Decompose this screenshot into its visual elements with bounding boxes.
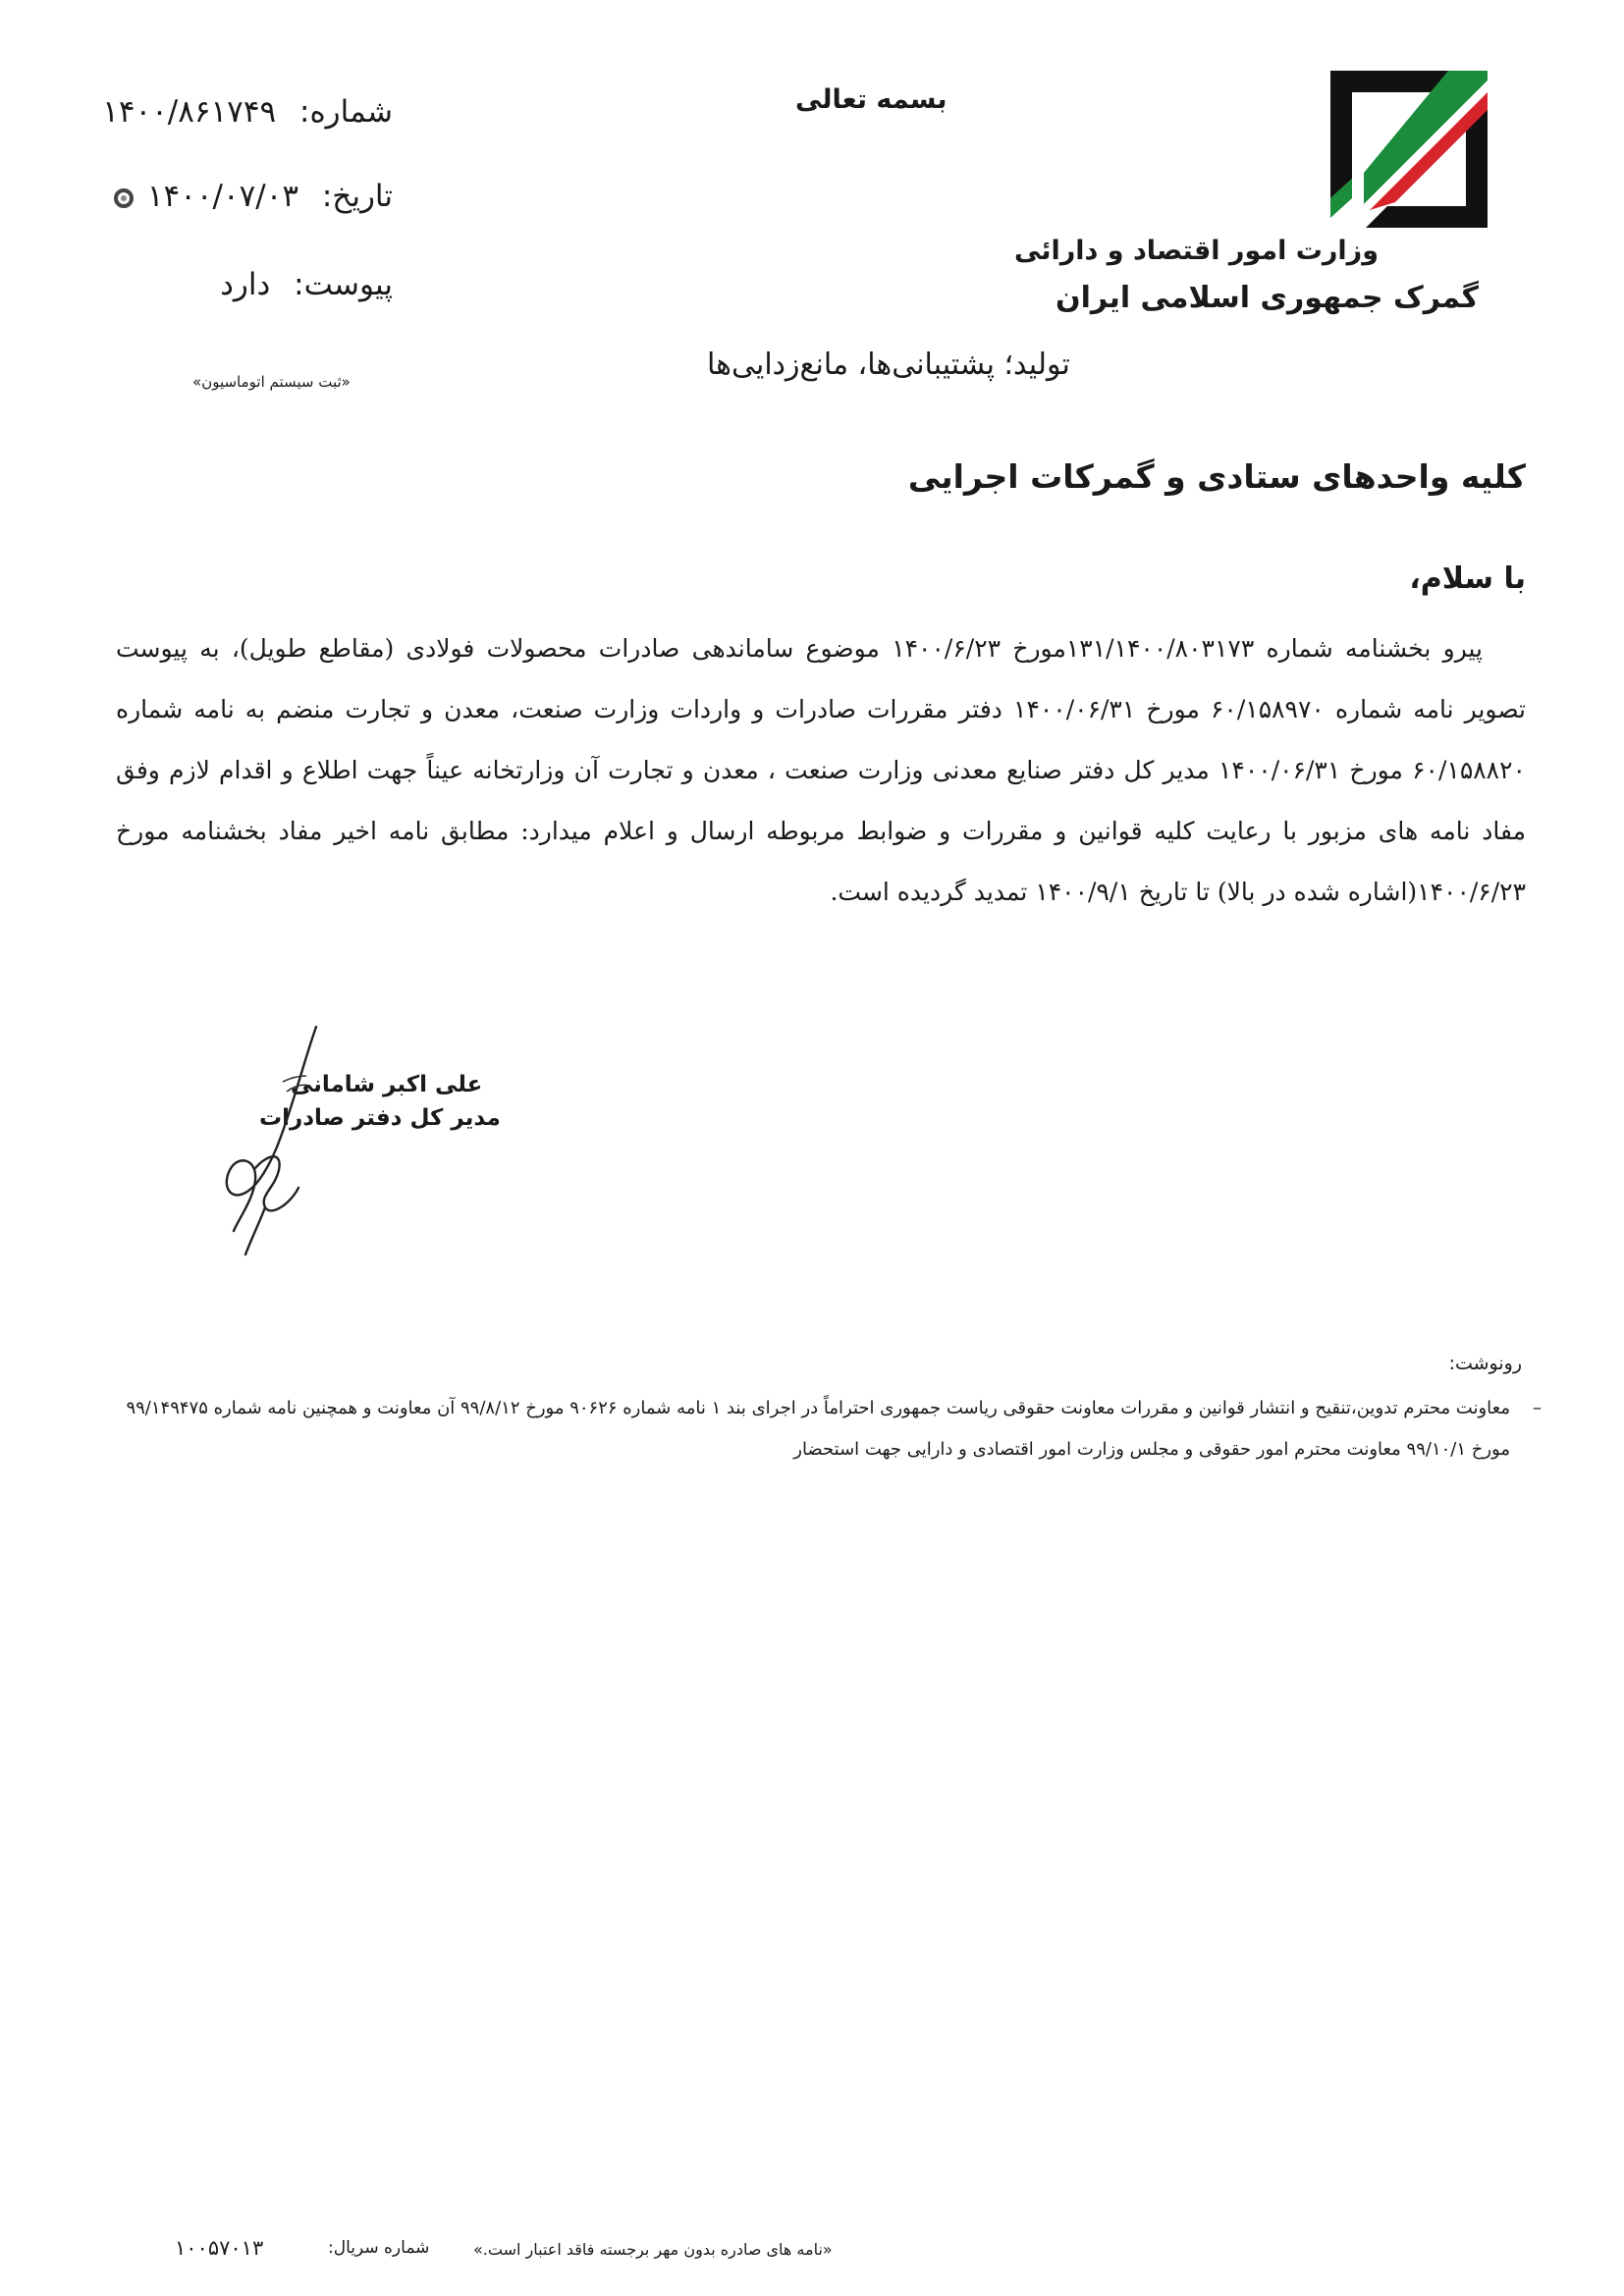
cc-dash: –	[1533, 1398, 1542, 1418]
customs-logo	[1330, 71, 1488, 228]
footer-validity-note: «نامه های صادره بدون مهر برجسته فاقد اعتبار است.»	[473, 2240, 833, 2259]
cc-text	[116, 1388, 1542, 1470]
letter-attachment	[177, 267, 393, 302]
signer-title: مدیر کل دفتر صادرات	[259, 1105, 501, 1131]
automation-note: «ثبت سیستم اتوماسیون»	[192, 373, 351, 391]
signer-name: علی اکبر شامانی	[291, 1072, 483, 1097]
serial-label: شماره سریال:	[328, 2238, 430, 2258]
letter-number	[88, 94, 393, 130]
date-label: تاریخ:	[321, 179, 393, 214]
signature-scribble	[196, 1021, 353, 1256]
customs-name: گمرک جمهوری اسلامی ایران	[1056, 281, 1479, 315]
basmala: بسمه تعالی	[795, 84, 947, 115]
number-value: ۱۴۰۰/۸۶۱۷۴۹	[102, 94, 277, 130]
letter-date	[88, 179, 393, 214]
ministry-name: وزارت امور اقتصاد و دارائی	[1014, 236, 1379, 266]
date-value: ۱۴۰۰/۰۷/۰۳	[146, 179, 298, 214]
stamp-icon	[114, 188, 134, 208]
serial-value: ۱۰۰۵۷۰۱۳	[175, 2236, 264, 2260]
recipient: کلیه واحدهای ستادی و گمرکات اجرایی	[907, 457, 1526, 496]
attachment-label: پیوست:	[294, 267, 393, 302]
distribution-line: تولید؛ پشتیبانی‌ها، مانع‌زدایی‌ها	[707, 347, 1070, 382]
greeting: با سلام،	[1409, 561, 1526, 596]
cc-title: رونوشت:	[1448, 1353, 1522, 1374]
body-paragraph: پیرو بخشنامه شماره ۱۳۱/۱۴۰۰/۸۰۳۱۷۳مورخ ۱۴۰۰/۶/۲۳ موضوع ساماندهی صادرات محصولات فولادی (مقاطع طویل)، به پیوست تصویر نامه شماره ۶۰/۱۵۸۹۷۰ مورخ ۱۴۰۰/۰۶/۳۱ دفتر مقررات صادرات و واردات وزارت صنعت، معدن و تجارت منضم به نامه شماره ۶۰/۱۵۸۸۲۰ مورخ ۱۴۰۰/۰۶/۳۱ مدیر کل دفتر صنایع معدنی وزارت صنعت ، معدن و تجارت آن وزارتخانه عیناً جهت اطلاع و اقدام لازم وفق مفاد نامه های مزبور با رعایت کلیه قوانین و مقررات و ضوابط مربوطه ارسال و اعلام میدارد: مطابق نامه اخیر مفاد بخشنامه مورخ ۱۴۰۰/۶/۲۳(اشاره شده در بالا) تا تاریخ ۱۴۰۰/۹/۱ تمدید گردیده است.	[116, 634, 1526, 906]
cc-body: معاونت محترم تدوین،تنقیح و انتشار قوانین و مقررات معاونت حقوقی ریاست جمهوری احتراماً در اجرای بند ۱ نامه شماره ۹۰۶۲۶ مورخ ۹۹/۸/۱۲ آن معاونت و همچنین نامه شماره ۹۹/۱۴۹۴۷۵ مورخ ۹۹/۱۰/۱ معاونت محترم امور حقوقی و مجلس وزارت امور اقتصادی و دارایی جهت استحضار	[126, 1398, 1510, 1460]
number-label: شماره:	[299, 94, 393, 130]
letter-body	[116, 618, 1526, 923]
attachment-value: دارد	[220, 267, 271, 302]
